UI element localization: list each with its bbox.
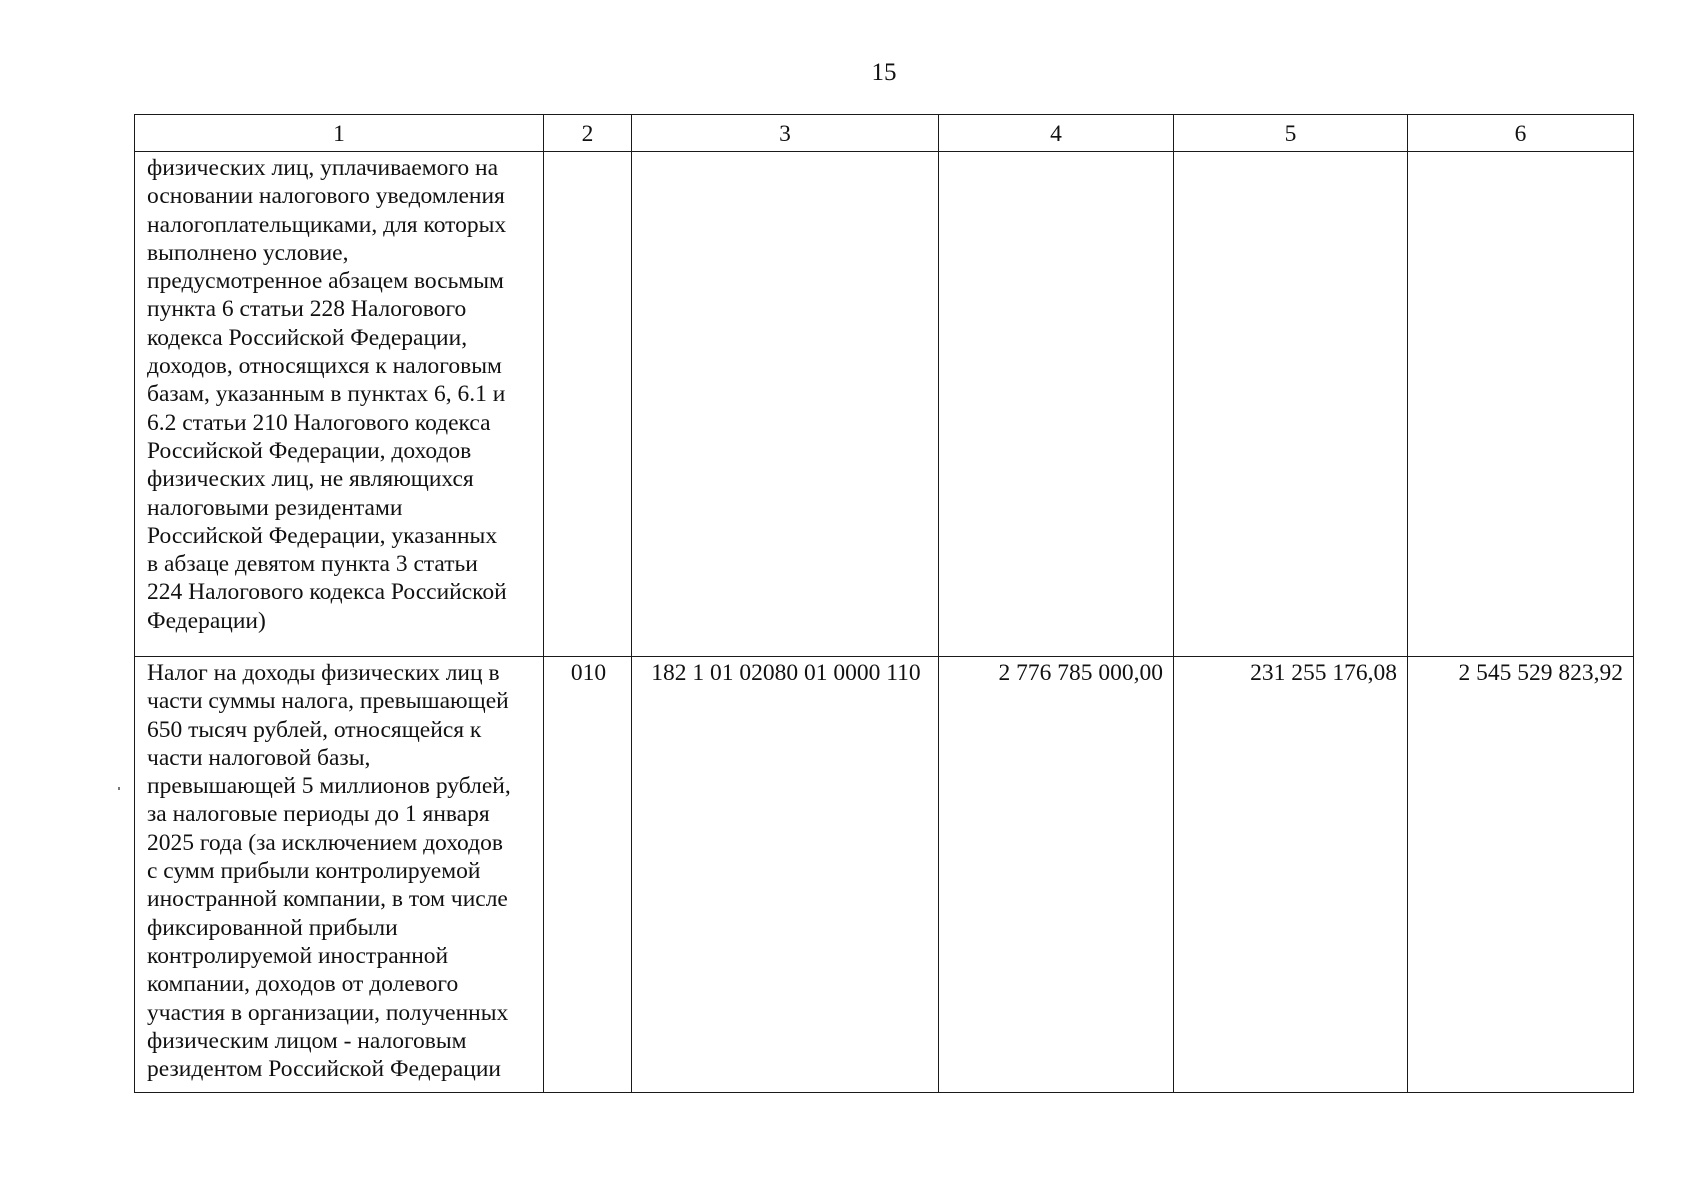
column-header-4: 4 [939, 115, 1174, 152]
budget-code-cell: 182 1 01 02080 01 0000 110 [632, 657, 939, 1093]
approved-amount-cell: 2 776 785 000,00 [939, 657, 1174, 1093]
table-row [135, 657, 1634, 1093]
page-number: 15 [871, 59, 897, 86]
column-header-1: 1 [135, 115, 544, 152]
budget-table [134, 114, 1634, 1093]
column-header-6: 6 [1408, 115, 1634, 152]
column-header-2: 2 [544, 115, 632, 152]
line-code-cell: 010 [544, 657, 632, 1093]
margin-mark [118, 787, 120, 790]
approved-amount-cell [939, 152, 1174, 657]
column-header-3: 3 [632, 115, 939, 152]
executed-amount-cell [1174, 152, 1408, 657]
income-name-cell: физических лиц, уплачиваемого на основании налогового уведомления налогоплательщиками, для которых выполнено условие, предусмотренное абзацем восьмым пункта 6 статьи 228 Налогового кодекса Российской Федерации, доходов, относящихся к налоговым базам, указанным в пунктах 6, 6.1 и 6.2 статьи 210 Налогового кодекса Российской Федерации, доходов физических лиц, не являющихся налоговыми резидентами Российской Федерации, указанных в абзаце девятом пункта 3 статьи 224 Налогового кодекса Российской Федерации) [135, 152, 544, 657]
unexecuted-amount-cell [1408, 152, 1634, 657]
column-number-row [135, 115, 1634, 152]
unexecuted-amount-cell: 2 545 529 823,92 [1408, 657, 1634, 1093]
table-row [135, 152, 1634, 657]
executed-amount-cell: 231 255 176,08 [1174, 657, 1408, 1093]
budget-code-cell [632, 152, 939, 657]
income-name-cell: Налог на доходы физических лиц в части суммы налога, превышающей 650 тысяч рублей, относящейся к части налоговой базы, превышающей 5 миллионов рублей, за налоговые периоды до 1 января 2025 года (за исключением доходов с сумм прибыли контролируемой иностранной компании, в том числе фиксированной прибыли контролируемой иностранной компании, доходов от долевого участия в организации, полученных физическим лицом - налоговым резидентом Российской Федерации [135, 657, 544, 1093]
line-code-cell [544, 152, 632, 657]
column-header-5: 5 [1174, 115, 1408, 152]
